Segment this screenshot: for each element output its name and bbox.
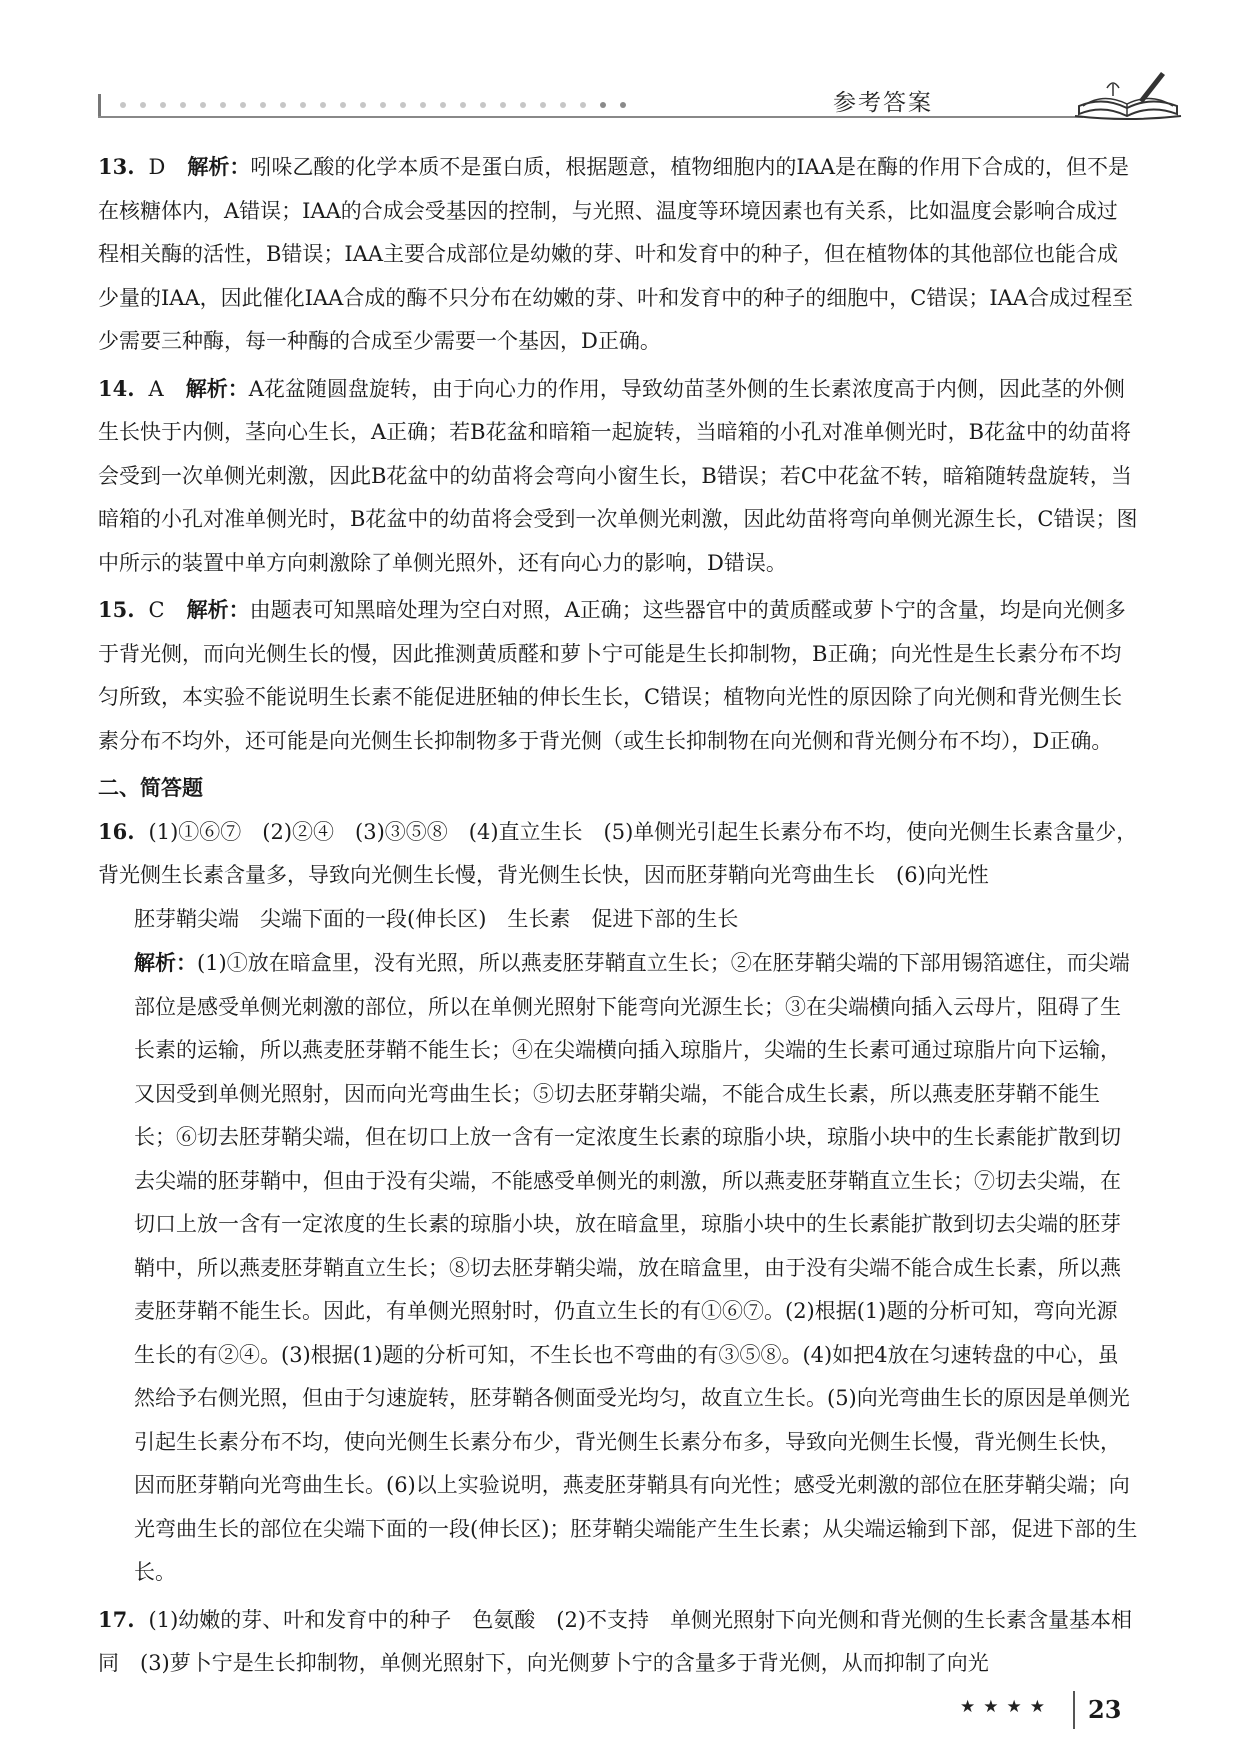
question-answer: D — [148, 155, 166, 179]
question-15 — [98, 588, 1138, 763]
difficulty-stars: ★★★★ — [960, 1697, 1053, 1717]
question-17 — [98, 1598, 1138, 1686]
question-13 — [98, 145, 1138, 364]
analysis-label: 解析： — [134, 950, 197, 975]
analysis-text: (1)①放在暗盒里，没有光照，所以燕麦胚芽鞘直立生长；②在胚芽鞘尖端的下部用锡箔遮住，而尖端部位是感受单侧光刺激的部位，所以在单侧光照射下能弯向光源生长；③在尖端横向插入云母片，阻碍了生长素的运输，所以燕麦胚芽鞘不能生长；④在尖端横向插入琼脂片，尖端的生长素可通过琼脂片向下运输，又因受到单侧光照射，因而向光弯曲生长；⑤切去胚芽鞘尖端，不能合成生长素，所以燕麦胚芽鞘不能生长；⑥切去胚芽鞘尖端，但在切口上放一含有一定浓度生长素的琼脂小块，琼脂小块中的生长素能扩散到切去尖端的胚芽鞘中，但由于没有尖端，不能感受单侧光的刺激，所以燕麦胚芽鞘直立生长；⑦切去尖端，在切口上放一含有一定浓度的生长素的琼脂小块，放在暗盒里，琼脂小块中的生长素能扩散到切去尖端的胚芽鞘中，所以燕麦胚芽鞘直立生长；⑧切去胚芽鞘尖端，放在暗盒里，由于没有尖端不能合成生长素，所以燕麦胚芽鞘不能生长。因此，有单侧光照射时，仍直立生长的有①⑥⑦。(2)根据(1)题的分析可知，弯向光源生长的有②④。(3)根据(1)题的分析可知，不生长也不弯曲的有③⑤⑧。(4)如把4放在匀速转盘的中心，虽然给予右侧光照，但由于匀速旋转，胚芽鞘各侧面受光均匀，故直立生长。(5)向光弯曲生长的原因是单侧光引起生长素分布不均，使向光侧生长素分布少，背光侧生长素分布多，导致向光侧生长慢，背光侧生长快，因而胚芽鞘向光弯曲生长。(6)以上实验说明，燕麦胚芽鞘具有向光性；感受光刺激的部位在胚芽鞘尖端；向光弯曲生长的部位在尖端下面的一段(伸长区)；胚芽鞘尖端能产生生长素；从尖端运输到下部，促进下部的生长。 — [134, 951, 1138, 1584]
footer-divider — [1073, 1691, 1075, 1729]
question-16 — [98, 810, 1138, 1595]
analysis-text: 由题表可知黑暗处理为空白对照，A正确；这些器官中的黄质醛或萝卜宁的含量，均是向光侧多于背光侧，而向光侧生长的慢，因此推测黄质醛和萝卜宁可能是生长抑制物，B正确；向光性是生长素分布不均匀所致，本实验不能说明生长素不能促进胚轴的伸长生长，C错误；植物向光性的原因除了向光侧和背光侧生长素分布不均外，还可能是向光侧生长抑制物多于背光侧（或生长抑制物在向光侧和背光侧分布不均），D正确。 — [98, 598, 1126, 753]
analysis-label: 解析： — [187, 154, 251, 179]
question-number: 13. — [98, 154, 135, 179]
question-answer: C — [148, 598, 165, 622]
question-answer-continued: 胚芽鞘尖端 尖端下面的一段(伸长区) 生长素 促进下部的生长 — [134, 906, 739, 931]
header-tick — [98, 94, 101, 118]
section-title: 二、简答题 — [98, 775, 203, 800]
analysis-text: 吲哚乙酸的化学本质不是蛋白质，根据题意，植物细胞内的IAA是在酶的作用下合成的，但不是在核糖体内，A错误；IAA的合成会受基因的控制，与光照、温度等环境因素也有关系，比如温度会影响合成过程相关酶的活性，B错误；IAA主要合成部位是幼嫩的芽、叶和发育中的种子，但在植物体的其他部位也能合成少量的IAA，因此催化IAA合成的酶不只分布在幼嫩的芽、叶和发育中的种子的细胞中，C错误；IAA合成过程至少需要三种酶，每一种酶的合成至少需要一个基因，D正确。 — [98, 155, 1133, 353]
header-rule — [98, 116, 1083, 118]
analysis-text: A花盆随圆盘旋转，由于向心力的作用，导致幼苗茎外侧的生长素浓度高于内侧，因此茎的外侧生长快于内侧，茎向心生长，A正确；若B花盆和暗箱一起旋转，当暗箱的小孔对准单侧光时，B花盆中的幼苗将会受到一次单侧光刺激，因此B花盆中的幼苗将会弯向小窗生长，B错误；若C中花盆不转，暗箱随转盘旋转，当暗箱的小孔对准单侧光时，B花盆中的幼苗将会受到一次单侧光刺激，因此幼苗将弯向单侧光源生长，C错误；图中所示的装置中单方向刺激除了单侧光照外，还有向心力的影响，D错误。 — [98, 376, 1138, 575]
question-number: 17. — [98, 1606, 135, 1632]
answer-content — [98, 145, 1138, 1689]
open-book-icon — [1073, 66, 1183, 124]
header-dots — [120, 102, 626, 108]
question-answer: A — [148, 376, 164, 401]
page-number: 23 — [1088, 1695, 1122, 1724]
question-answer: (1)幼嫩的芽、叶和发育中的种子 色氨酸 (2)不支持 单侧光照射下向光侧和背光侧的生长素含量基本相同 (3)萝卜宁是生长抑制物，单侧光照射下，向光侧萝卜宁的含量多于背光侧，从而抑制了向光 — [98, 1607, 1133, 1675]
question-number: 14. — [98, 375, 135, 401]
question-number: 16. — [98, 818, 135, 844]
question-number: 15. — [98, 597, 135, 622]
analysis-label: 解析： — [185, 375, 249, 401]
question-14 — [98, 367, 1138, 586]
page-header — [98, 66, 1168, 126]
header-title: 参考答案 — [833, 90, 933, 116]
analysis-label: 解析： — [186, 597, 250, 622]
question-answer: (1)①⑥⑦ (2)②④ (3)③⑤⑧ (4)直立生长 (5)单侧光引起生长素分布不均，使向光侧生长素含量少，背光侧生长素含量多，导致向光侧生长慢，背光侧生长快，因而胚芽鞘向光弯曲生长 (6)向光性 — [98, 819, 1138, 887]
